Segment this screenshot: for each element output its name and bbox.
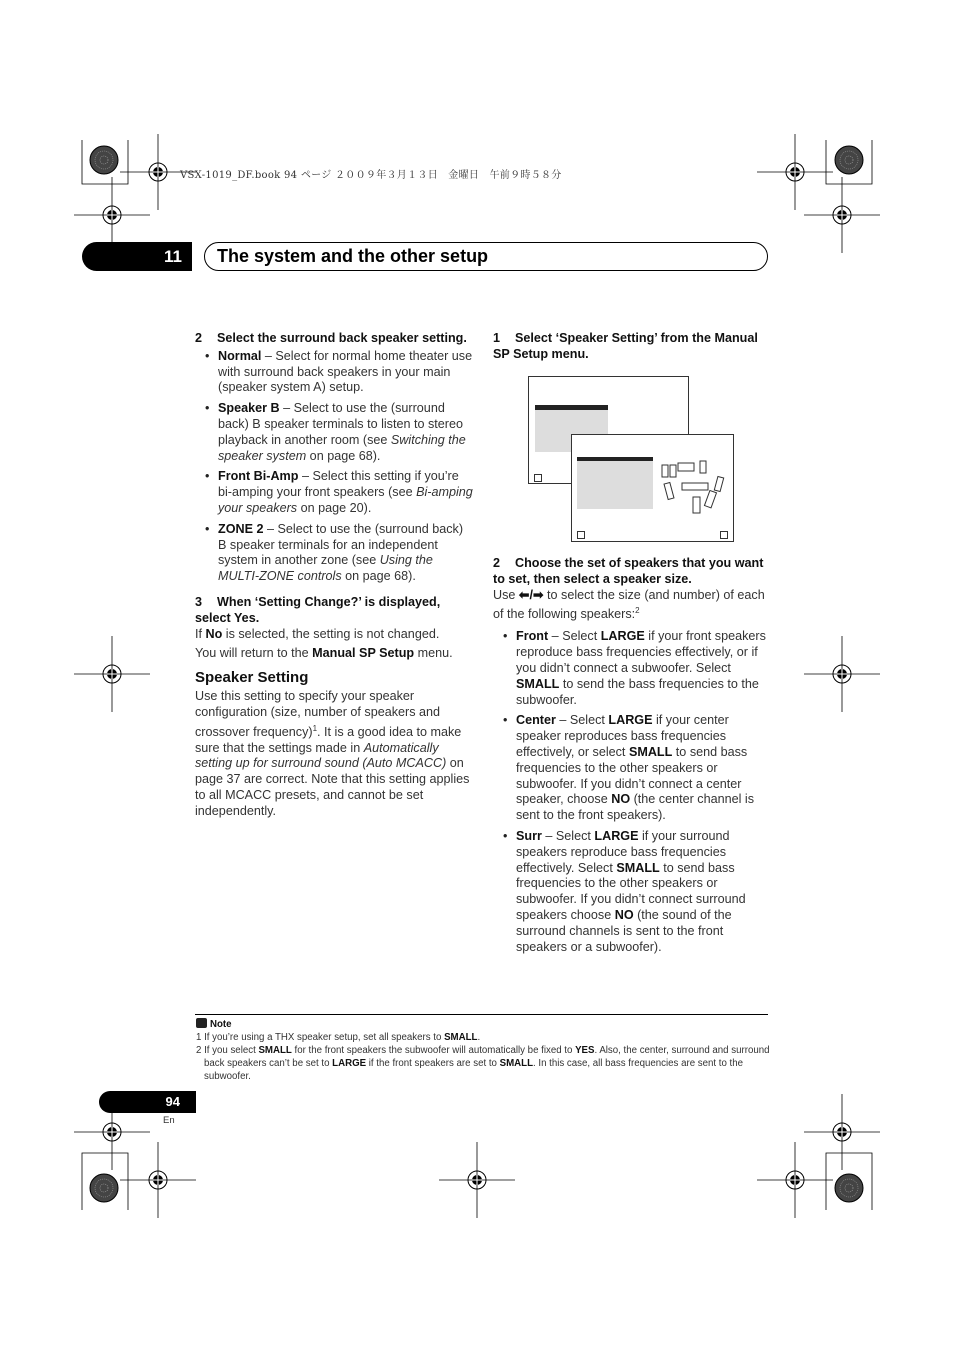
star-mark-icon [835,146,863,174]
footnotes [196,1018,771,1083]
menu-list-area [577,461,653,509]
speaker-layout-icon [660,455,730,523]
surround-back-options [195,349,473,585]
crosshair-icon [804,177,880,253]
step-2-heading: 2 Choose the set of speakers that you want to set, then select a speaker size. [493,556,764,586]
return-icon [534,474,542,482]
crosshair-icon [439,1142,515,1218]
right-column-top [493,331,768,363]
section-heading: Speaker Setting [195,669,309,687]
paragraph: You will return to the Manual SP Setup menu. [195,646,453,661]
list-item: • Center – Select LARGE if your center speaker reproduces bass frequencies effectively, or select SMALL to send bass frequencies to the other speakers or subwoofer. If you didn’t connect a center speaker, choose NO (the center channel is sent to the front speakers). [516,713,768,824]
return-icon [577,531,585,539]
crosshair-icon [120,1142,196,1218]
note-divider [195,1014,768,1015]
step-3-heading: 3 When ‘Setting Change?’ is displayed, select Yes. [195,594,441,625]
left-right-arrow-icon: ⬅/➡ [518,587,544,602]
crosshair-icon [757,134,833,210]
right-column-bottom [493,556,768,960]
footnote-1: 1 If you’re using a THX speaker setup, set all speakers to SMALL. [196,1032,481,1043]
page-language: En [163,1115,175,1126]
list-item: • Front Bi-Amp – Select this setting if you’re bi-amping your front speakers (see Bi-amping your speakers on page 20). [218,469,473,516]
list-item: • Normal – Select for normal home theater use with surround back speakers in your main (speaker system A) setup. [218,349,473,396]
crosshair-icon [757,1142,833,1218]
list-item: • Speaker B – Select to use the (surround back) B speaker terminals to listen to stereo playback in another room (see Switching the speaker system on page 68). [218,401,473,464]
paragraph: Use this setting to specify your speaker configuration (size, number of speakers and crossover frequency)$^1$. It is a good idea to make sure that the settings made in Automatically setting up for surround sound (Auto MCACC) on page 37 are correct. Note that this setting applies to all MCACC presets, and cannot be set independently. [195,688,470,818]
list-item: • Surr – Select LARGE if your surround speakers reproduce bass frequencies effectively. Select SMALL to send bass frequencies to the other speakers or subwoofer. If you didn’t connect surround speakers choose NO (the sound of the surround channels is sent to the front speakers or a subwoofer). [516,829,768,955]
star-mark-icon [90,146,118,174]
chapter-number: 11 [82,242,192,271]
exit-icon [720,531,728,539]
print-info: VSX-1019_DF.book 94 ページ ２００９年３月１３日 金曜日 午前９時５８分 [180,170,562,181]
paragraph: If No is selected, the setting is not changed. [195,626,440,641]
speaker-options [493,629,768,955]
chapter-title: The system and the other setup [204,242,768,271]
menu-screen-front [571,434,734,542]
note-heading: Note [196,1018,771,1031]
crosshair-icon [804,1094,880,1170]
crosshair-icon [804,636,880,712]
list-item: • ZONE 2 – Select to use the (surround back) B speaker terminals for an independent system in another zone (see Using the MULTI-ZONE controls on page 68). [218,522,473,585]
page-number: 94 [99,1091,196,1113]
star-mark-icon [835,1174,863,1202]
note-icon [196,1018,207,1028]
step-2-heading: 2 Select the surround back speaker setting. [195,331,467,345]
crosshair-icon [74,636,150,712]
list-item: • Front – Select LARGE if your front speakers reproduce bass frequencies effectively, or if you didn’t connect a subwoofer. Select SMALL to send the bass frequencies to the subwoofer. [516,629,768,708]
left-column [195,331,473,820]
paragraph: Use ⬅/➡ to select the size (and number) of each of the following speakers:$^2$ [493,587,765,622]
step-1-heading: 1 Select ‘Speaker Setting’ from the Manual SP Setup menu. [493,331,758,361]
star-mark-icon [90,1174,118,1202]
footnote-2: 2 If you select SMALL for the front speakers the subwoofer will automatically be fixed to YES. Also, the center, surround and surround back speakers can’t be set to LARGE if the front speakers are set to SMALL. In this case, all bass frequencies are sent to the subwoofer. [196,1045,770,1082]
